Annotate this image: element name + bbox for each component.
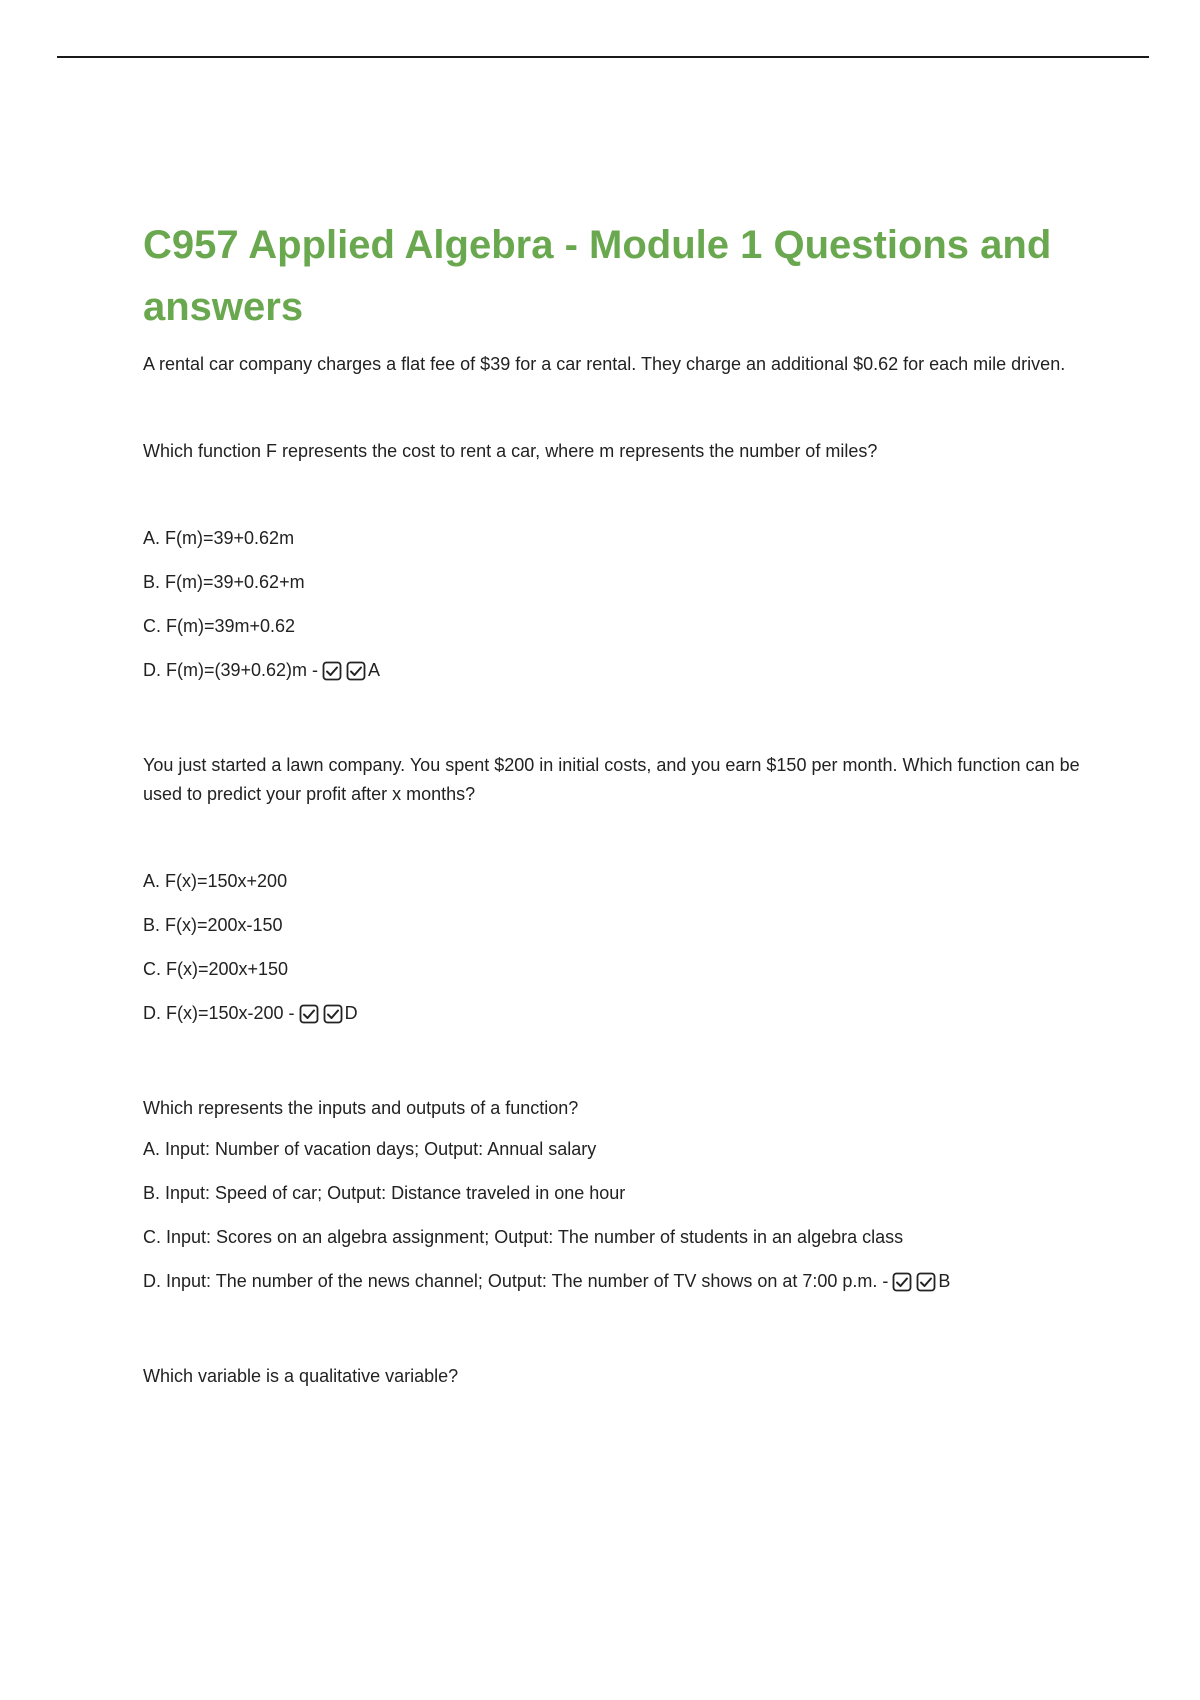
option-b: B. F(m)=39+0.62+m (143, 572, 305, 592)
answer-letter: B (938, 1271, 951, 1291)
question-3-options (143, 1135, 1083, 1296)
question-3-prompt: Which represents the inputs and outputs of a function? (143, 1098, 579, 1118)
option-c: C. Input: Scores on an algebra assignment; Output: The number of students in an algebra class (143, 1227, 904, 1247)
answer-letter: D (344, 1003, 358, 1023)
checkbox-checked-icon (346, 661, 366, 681)
option-d: D. F(x)=150x-200 - D (143, 999, 1083, 1028)
question-1-prompt: Which function F represents the cost to rent a car, where m represents the number of miles? (143, 441, 878, 461)
option-d: D. Input: The number of the news channel; Output: The number of TV shows on at 7:00 p.m. - B (143, 1267, 1083, 1296)
option-a: A. Input: Number of vacation days; Output: Annual salary (143, 1139, 597, 1159)
question-1-intro: A rental car company charges a flat fee of $39 for a car rental. They charge an additional $0.62 for each mile driven. (143, 354, 1066, 374)
option-c: C. F(m)=39m+0.62 (143, 616, 296, 636)
answer-letter: A (368, 660, 381, 680)
question-1-options (143, 524, 1083, 685)
option-a: A. F(m)=39+0.62m (143, 528, 295, 548)
document-page (143, 214, 1083, 1391)
document-title: C957 Applied Algebra - Module 1 Questions and answers (143, 223, 1052, 329)
checkbox-checked-icon (323, 1004, 343, 1024)
checkbox-checked-icon (916, 1272, 936, 1292)
option-c: C. F(x)=200x+150 (143, 959, 289, 979)
question-4-prompt: Which variable is a qualitative variable? (143, 1366, 459, 1386)
checkbox-checked-icon (322, 661, 342, 681)
option-b: B. F(x)=200x-150 (143, 915, 283, 935)
checkbox-checked-icon (892, 1272, 912, 1292)
option-b: B. Input: Speed of car; Output: Distance traveled in one hour (143, 1183, 626, 1203)
option-a: A. F(x)=150x+200 (143, 871, 288, 891)
header-rule (57, 56, 1149, 58)
checkbox-checked-icon (299, 1004, 319, 1024)
question-2-prompt: You just started a lawn company. You spent $200 in initial costs, and you earn $150 per month. Which function can be used to predict your profit after x months? (143, 755, 1080, 804)
option-d: D. F(m)=(39+0.62)m - A (143, 656, 1083, 685)
question-2-options (143, 867, 1083, 1028)
